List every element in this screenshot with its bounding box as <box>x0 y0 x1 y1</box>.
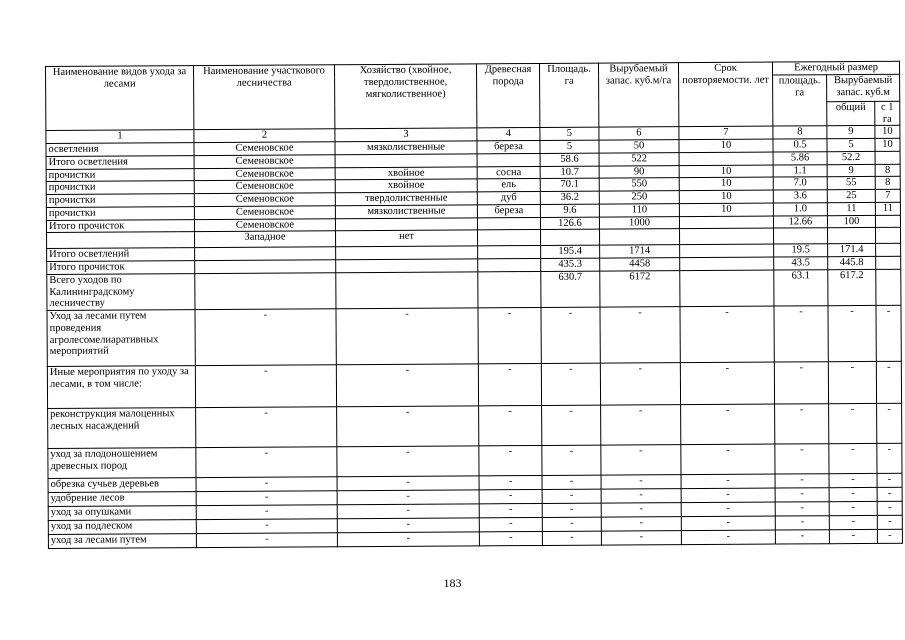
row-label-cell: прочистки <box>46 206 194 220</box>
table-cell: - <box>337 446 479 477</box>
table-cell: 8 <box>875 164 900 177</box>
table-cell: - <box>680 306 774 363</box>
table-cell <box>478 271 541 308</box>
table-cell: 5.86 <box>773 151 827 164</box>
table-cell <box>478 258 541 271</box>
table-cell: - <box>829 443 877 473</box>
table-cell: - <box>478 307 541 363</box>
table-cell: - <box>337 532 479 547</box>
table-cell: 3.6 <box>773 190 827 203</box>
table-cell: - <box>681 530 775 545</box>
table-cell: мязколиственные <box>335 141 477 155</box>
table-cell: - <box>680 362 774 405</box>
row-label-cell: Итого осветления <box>46 155 194 169</box>
table-cell: 10 <box>679 165 773 178</box>
table-cell: - <box>601 503 681 517</box>
table-cell: 7 <box>875 189 900 202</box>
table-cell: Семеновское <box>194 142 335 156</box>
table-cell: - <box>775 502 829 516</box>
table-row <box>48 403 902 448</box>
table-cell: Семеновское <box>194 167 335 181</box>
row-label-cell: Итого прочисток <box>47 261 195 275</box>
table-cell: - <box>195 309 336 366</box>
header-annual-area: площадь. га <box>773 74 827 126</box>
table-cell: - <box>775 530 829 544</box>
table-cell: 70.1 <box>540 178 599 191</box>
table-cell <box>478 246 541 259</box>
table-cell: - <box>195 365 336 408</box>
table-cell: 90 <box>599 165 679 178</box>
table-cell: - <box>337 476 479 491</box>
table-cell: - <box>196 505 337 520</box>
table-cell: - <box>541 363 600 405</box>
table-cell: 630.7 <box>541 271 600 308</box>
table-cell <box>477 153 540 166</box>
table-cell: - <box>196 533 337 548</box>
forest-care-table <box>45 61 903 549</box>
table-cell: Семеновское <box>194 180 335 194</box>
row-label-cell: осветления <box>46 143 194 157</box>
table-cell: - <box>877 473 902 487</box>
table-cell <box>335 217 477 231</box>
table-cell: - <box>601 517 681 531</box>
table-cell: 9.6 <box>540 204 599 217</box>
column-number: 10 <box>875 126 900 139</box>
table-cell <box>680 228 774 245</box>
table-cell: - <box>877 487 902 501</box>
row-label-cell: Уход за лесами путем проведения агролесомелиаративных мероприятий <box>47 310 195 367</box>
column-number: 7 <box>679 126 773 139</box>
row-label-cell: реконструкция малоценных лесных насаждений <box>48 408 196 449</box>
table-row <box>47 269 901 310</box>
table-row <box>47 361 901 408</box>
table-cell: - <box>877 403 902 443</box>
table-cell: 6172 <box>600 270 680 307</box>
table-cell: - <box>479 531 542 545</box>
table-cell: - <box>542 503 601 517</box>
table-cell: - <box>541 307 600 363</box>
table-cell: дуб <box>477 191 540 204</box>
table-cell <box>679 152 773 165</box>
table-cell: - <box>600 307 680 363</box>
table-cell: - <box>775 404 829 444</box>
table-cell: 100 <box>827 215 875 228</box>
header-repeat-period: Срок повторяемости. лет <box>678 62 772 127</box>
table-cell <box>876 269 901 305</box>
table-cell: 43.5 <box>774 257 828 270</box>
row-label-cell: прочистки <box>46 181 194 195</box>
table-cell: нет <box>336 230 478 247</box>
table-cell: - <box>337 504 479 519</box>
table-cell: 110 <box>599 203 679 216</box>
table-cell: - <box>829 487 877 501</box>
row-label-cell: прочистки <box>46 194 194 208</box>
table-cell: 12.66 <box>773 215 827 228</box>
table-cell: 0.5 <box>773 139 827 152</box>
table-cell: 25 <box>827 189 875 202</box>
table-cell <box>195 260 336 274</box>
table-cell <box>336 259 478 273</box>
table-cell: - <box>829 501 877 515</box>
table-cell: - <box>681 444 775 475</box>
table-cell <box>541 229 600 245</box>
table-cell <box>335 154 477 168</box>
table-cell <box>679 216 773 229</box>
table-cell: 11 <box>875 202 900 215</box>
column-number: 9 <box>827 126 875 139</box>
column-number: 8 <box>773 126 827 139</box>
table-cell: 19.5 <box>774 244 828 257</box>
table-cell: 126.6 <box>540 217 599 230</box>
column-number: 3 <box>335 128 477 142</box>
table-cell: 10 <box>679 190 773 203</box>
table-cell: 9 <box>827 164 875 177</box>
table-cell: - <box>600 363 680 405</box>
table-cell: - <box>681 488 775 503</box>
table-cell: 8 <box>875 177 900 190</box>
table-cell: - <box>542 489 601 503</box>
table-cell: - <box>542 517 601 531</box>
table-cell <box>195 247 336 261</box>
table-cell <box>600 229 680 245</box>
table-cell: - <box>336 308 478 365</box>
table-cell: - <box>774 362 828 404</box>
table-cell: - <box>337 406 479 447</box>
header-volume-per-ha: с 1 га <box>875 101 900 126</box>
column-number: 2 <box>194 129 335 143</box>
table-cell: Западное <box>195 231 336 248</box>
table-cell: 10 <box>679 177 773 190</box>
table-row <box>47 305 901 366</box>
table-cell: 10.7 <box>540 166 599 179</box>
table-cell: - <box>877 529 902 543</box>
row-label-cell: обрезка сучьев деревьев <box>48 478 196 493</box>
table-cell: - <box>337 518 479 533</box>
table-cell: - <box>775 488 829 502</box>
table-cell: - <box>775 516 829 530</box>
table-cell: 10 <box>679 203 773 216</box>
table-cell: 11 <box>827 202 875 215</box>
header-tree-species: Древесная порода <box>476 63 539 128</box>
table-cell: - <box>479 405 542 445</box>
table-cell: 55 <box>827 177 875 190</box>
column-number: 6 <box>599 127 679 140</box>
table-cell: 58.6 <box>540 153 599 166</box>
table-cell <box>876 228 901 244</box>
table-cell: - <box>196 447 337 478</box>
table-cell: - <box>542 445 601 475</box>
column-number: 4 <box>477 128 540 141</box>
table-cell: - <box>828 305 876 361</box>
table-cell: 445.8 <box>828 256 876 269</box>
table-cell: - <box>601 445 681 475</box>
table-cell: 522 <box>599 152 679 165</box>
table-cell: - <box>479 475 542 489</box>
table-cell: - <box>337 490 479 505</box>
table-cell: - <box>479 445 542 475</box>
table-cell: - <box>601 531 681 545</box>
table-cell: 171.4 <box>828 244 876 257</box>
table-cell: 1.0 <box>773 202 827 215</box>
table-cell <box>875 215 900 228</box>
row-label-cell: уход за опушками <box>48 506 196 521</box>
row-label-cell: удобрение лесов <box>48 492 196 507</box>
table-cell: - <box>336 364 478 407</box>
table-cell: 550 <box>599 178 679 191</box>
table-body <box>46 126 903 549</box>
table-cell: - <box>828 361 876 403</box>
table-cell: - <box>601 405 681 445</box>
table-cell: - <box>196 407 337 448</box>
table-cell: 1714 <box>600 245 680 258</box>
header-forestry-district: Наименование участкового лесничества <box>194 65 335 130</box>
table-cell <box>195 272 336 309</box>
header-annual-size: Ежегодный размер <box>772 61 899 75</box>
table-cell <box>680 270 774 307</box>
table-cell: - <box>542 531 601 545</box>
row-label-cell: Итого прочисток <box>46 219 194 233</box>
table-cell: 5 <box>540 140 599 153</box>
header-farm-type: Хозяйство (хвойное, твердолиственное, мягколиственное) <box>334 64 476 129</box>
table-cell: 50 <box>599 140 679 153</box>
table-cell: 435.3 <box>541 258 600 271</box>
table-cell: 617.2 <box>828 269 876 306</box>
table-cell: 7.0 <box>773 177 827 190</box>
document-page <box>45 61 894 549</box>
table-cell: 1.1 <box>773 164 827 177</box>
table-cell: береза <box>477 140 540 153</box>
table-cell: - <box>681 502 775 517</box>
table-cell <box>875 151 900 164</box>
table-cell: - <box>681 474 775 489</box>
table-cell: 1000 <box>599 216 679 229</box>
table-cell: 52.2 <box>827 151 875 164</box>
row-label-cell: уход за подлеском <box>48 520 196 535</box>
table-cell: Семеновское <box>194 218 335 232</box>
table-cell: - <box>877 515 902 529</box>
table-cell: - <box>877 501 902 515</box>
table-cell: хвойное <box>335 166 477 180</box>
header-area: Площадь. га <box>539 63 598 128</box>
table-cell <box>774 228 828 244</box>
row-label-cell: прочистки <box>46 168 194 182</box>
table-cell: Семеновское <box>194 154 335 168</box>
table-cell: 10 <box>875 138 900 151</box>
table-cell: хвойное <box>335 179 477 193</box>
table-cell: мязколиственные <box>335 205 477 219</box>
table-cell: - <box>877 443 902 473</box>
table-cell: - <box>829 515 877 529</box>
header-care-type: Наименование видов ухода за лесами <box>46 66 194 131</box>
column-number: 5 <box>540 127 599 140</box>
table-cell: - <box>775 474 829 488</box>
row-label-cell <box>47 232 195 249</box>
table-cell: твердолиственные <box>335 192 477 206</box>
table-cell: - <box>775 444 829 474</box>
table-cell: 4458 <box>600 258 680 271</box>
table-cell: - <box>829 473 877 487</box>
table-cell: 195.4 <box>541 245 600 258</box>
table-cell: береза <box>477 204 540 217</box>
table-cell <box>876 256 901 269</box>
table-cell: сосна <box>477 166 540 179</box>
table-cell: - <box>829 529 877 543</box>
row-label-cell: Всего уходов по Калининградскому лесничеству <box>47 273 195 310</box>
table-cell: ель <box>477 179 540 192</box>
table-cell: 63.1 <box>774 269 828 306</box>
page-number: 183 <box>443 576 462 590</box>
row-label-cell: уход за лесами путем <box>48 534 196 549</box>
table-cell: - <box>542 475 601 489</box>
table-cell: Семеновское <box>194 205 335 219</box>
table-cell: - <box>196 491 337 506</box>
table-cell: 250 <box>599 191 679 204</box>
table-cell: - <box>876 361 901 403</box>
table-cell <box>680 244 774 257</box>
table-cell: - <box>478 363 541 405</box>
table-cell: - <box>479 517 542 531</box>
table-cell: - <box>774 306 828 362</box>
column-number: 1 <box>46 130 194 144</box>
table-cell: - <box>601 475 681 489</box>
table-cell: - <box>876 305 901 361</box>
table-cell: Семеновское <box>194 193 335 207</box>
table-cell: 36.2 <box>540 191 599 204</box>
header-annual-volume: Вырубаемый запас. куб.м <box>827 74 900 101</box>
header-volume-total: общий <box>827 101 875 126</box>
row-label-cell: Иные мероприятия по уходу за лесами, в том числе: <box>47 366 195 409</box>
table-cell <box>478 230 541 246</box>
table-cell: - <box>196 519 337 534</box>
table-cell: 10 <box>679 139 773 152</box>
header-cut-volume: Вырубаемый запас. куб.м/га <box>598 63 678 128</box>
table-cell: - <box>829 403 877 443</box>
table-cell: 5 <box>827 138 875 151</box>
table-cell: - <box>681 516 775 531</box>
table-cell <box>336 272 478 309</box>
table-cell: - <box>196 477 337 492</box>
table-cell <box>876 244 901 257</box>
table-cell: - <box>601 489 681 503</box>
table-cell <box>828 228 876 244</box>
table-cell: - <box>479 503 542 517</box>
table-cell <box>680 257 774 270</box>
table-cell: - <box>681 404 775 445</box>
table-cell: - <box>479 489 542 503</box>
row-label-cell: Итого осветлений <box>47 248 195 262</box>
table-cell: - <box>542 405 601 445</box>
table-cell <box>477 217 540 230</box>
row-label-cell: уход за плодоношением древесных пород <box>48 448 196 479</box>
table-cell <box>336 246 478 260</box>
